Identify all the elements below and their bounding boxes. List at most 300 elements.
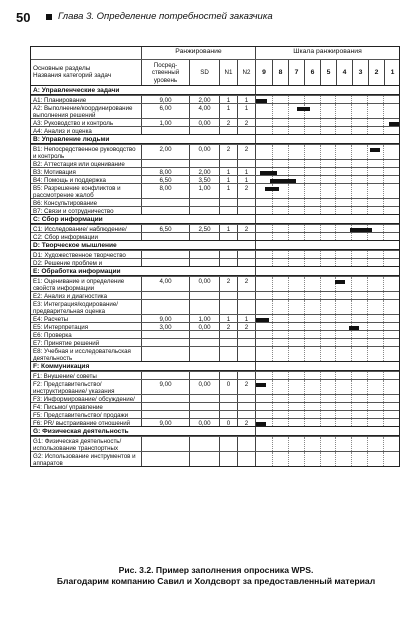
scale-gridline (335, 419, 336, 426)
sd-value (189, 207, 219, 214)
scale-gridline (367, 233, 368, 240)
scale-gridline (288, 315, 289, 322)
scale-grid (256, 127, 399, 134)
category-label: D1: Художественное творчество (33, 252, 126, 258)
category-label: C1: Исследование/ наблюдение/ (33, 226, 127, 232)
scale-gridline (304, 96, 305, 103)
category-label: B7: Связи и сотрудничество (33, 208, 114, 214)
sd-value: 2,00 (189, 96, 219, 103)
scale-gridline (367, 184, 368, 198)
scale-gridline (351, 403, 352, 410)
scale-gridline (304, 277, 305, 291)
scale-gridline (351, 259, 352, 266)
n1-value (219, 233, 237, 240)
scale-gridline (272, 104, 273, 118)
sd-value (189, 339, 219, 346)
scale-gridline (335, 437, 336, 451)
category-label: A4: Анализ и оценка (33, 128, 92, 134)
scale-gridline (304, 419, 305, 426)
n2-value (237, 437, 255, 451)
scale-gridline (367, 372, 368, 379)
scale-cell (255, 339, 399, 346)
sd-value: 0,00 (189, 277, 219, 291)
avg-value (141, 207, 189, 214)
scale-cell (255, 225, 399, 232)
scale-gridline (335, 380, 336, 394)
scale-gridline (383, 315, 384, 322)
scale-cell (255, 372, 399, 379)
scale-gridline (351, 347, 352, 361)
scale-gridline (272, 259, 273, 266)
scale-gridline (335, 347, 336, 361)
table-body (31, 85, 399, 466)
scale-grid (256, 315, 399, 322)
scale-gridline (335, 395, 336, 402)
category-row (31, 250, 399, 258)
scale-gridline (383, 403, 384, 410)
scale-gridline (320, 411, 321, 418)
scale-gridline (320, 380, 321, 394)
sd-value (189, 372, 219, 379)
avg-value: 9,00 (141, 380, 189, 394)
sd-value (189, 199, 219, 206)
scale-gridline (304, 207, 305, 214)
avg-value (141, 160, 189, 167)
scale-gridline (320, 104, 321, 118)
caption-line-1: Рис. 3.2. Пример заполнения опросника WPS. (118, 565, 314, 575)
rating-bar (265, 187, 279, 191)
sd-value: 0,00 (189, 145, 219, 159)
scale-gridline (320, 452, 321, 466)
scale-gridline (288, 380, 289, 394)
scale-gridline (272, 96, 273, 103)
scale-gridline (304, 160, 305, 167)
scale-grid (256, 119, 399, 126)
scale-gridline (320, 168, 321, 175)
scale-gridline (383, 259, 384, 266)
scale-gridline (304, 168, 305, 175)
scale-gridline (288, 419, 289, 426)
avg-value (141, 233, 189, 240)
scale-gridline (383, 292, 384, 299)
scale-gridline (367, 403, 368, 410)
n1-value: 0 (219, 380, 237, 394)
section-row (31, 134, 399, 144)
n2-value (237, 372, 255, 379)
scale-gridline (335, 331, 336, 338)
n2-value (237, 300, 255, 314)
category-row (31, 330, 399, 338)
scale-gridline (288, 184, 289, 198)
col-categories-label: Названия категорий задач (33, 72, 112, 80)
n2-value (237, 395, 255, 402)
scale-grid (256, 347, 399, 361)
scale-gridline (320, 207, 321, 214)
scale-gridline (351, 331, 352, 338)
scale-gridline (383, 419, 384, 426)
scale-gridline (383, 127, 384, 134)
scale-gridline (351, 251, 352, 258)
scale-gridline (351, 104, 352, 118)
scale-tick-label: 7 (288, 60, 304, 85)
scale-gridline (320, 395, 321, 402)
scale-gridline (320, 119, 321, 126)
scale-cell (255, 411, 399, 418)
sd-value (189, 251, 219, 258)
category-row (31, 394, 399, 402)
scale-gridline (367, 419, 368, 426)
category-label: B3: Мотивация (33, 169, 76, 175)
n2-value (237, 403, 255, 410)
sd-value (189, 292, 219, 299)
scale-gridline (320, 437, 321, 451)
scale-gridline (367, 145, 368, 159)
category-label: F3: Информирование/ обсуждение/ (33, 396, 135, 402)
scale-cell (255, 215, 399, 223)
n2-value (237, 292, 255, 299)
scale-gridline (335, 104, 336, 118)
avg-value: 4,00 (141, 277, 189, 291)
page-header (16, 10, 406, 26)
scale-cell (255, 427, 399, 435)
scale-gridline (320, 315, 321, 322)
scale-gridline (383, 251, 384, 258)
avg-value: 2,00 (141, 145, 189, 159)
scale-gridline (304, 411, 305, 418)
scale-gridline (383, 119, 384, 126)
col-avg-label: Посред-ственный уровень (141, 60, 189, 85)
category-row (31, 159, 399, 167)
scale-gridline (272, 403, 273, 410)
bullet-square-icon (46, 14, 52, 20)
sd-value: 0,00 (189, 419, 219, 426)
avg-value (141, 411, 189, 418)
category-label: E5: Интерпретация (33, 324, 89, 330)
n2-value (237, 233, 255, 240)
n1-value (219, 403, 237, 410)
avg-value: 9,00 (141, 96, 189, 103)
scale-cell (255, 207, 399, 214)
scale-gridline (351, 277, 352, 291)
scale-gridline (320, 145, 321, 159)
avg-value (141, 331, 189, 338)
scale-gridline (367, 127, 368, 134)
col-n1-label: N1 (219, 60, 237, 85)
scale-cell (255, 145, 399, 159)
n1-value (219, 372, 237, 379)
category-row (31, 314, 399, 322)
avg-value (141, 437, 189, 451)
scale-gridline (367, 104, 368, 118)
avg-value (141, 339, 189, 346)
n1-value: 1 (219, 225, 237, 232)
scale-gridline (320, 372, 321, 379)
scale-cell (255, 127, 399, 134)
scale-gridline (272, 119, 273, 126)
scale-gridline (320, 225, 321, 232)
n2-value: 2 (237, 184, 255, 198)
category-label: A2: Выполнение/координирование выполнения решений (33, 105, 133, 118)
category-row (31, 451, 399, 466)
scale-gridline (351, 452, 352, 466)
sd-value (189, 437, 219, 451)
sd-value: 1,00 (189, 184, 219, 198)
scale-gridline (335, 403, 336, 410)
scale-grid (256, 403, 399, 410)
scale-gridline (351, 145, 352, 159)
sd-value: 2,50 (189, 225, 219, 232)
scale-gridline (367, 331, 368, 338)
scale-gridline (320, 96, 321, 103)
scale-grid (256, 233, 399, 240)
section-row (31, 214, 399, 224)
scale-grid (256, 96, 399, 103)
scale-gridline (367, 411, 368, 418)
n1-value: 1 (219, 315, 237, 322)
scale-gridline (351, 419, 352, 426)
scale-gridline (320, 199, 321, 206)
scale-gridline (304, 372, 305, 379)
category-row (31, 346, 399, 361)
section-row (31, 85, 399, 95)
n2-value: 1 (237, 176, 255, 183)
scale-cell (255, 419, 399, 426)
n1-value (219, 251, 237, 258)
scale-cell (255, 292, 399, 299)
scale-grid (256, 380, 399, 394)
scale-gridline (335, 323, 336, 330)
scale-gridline (288, 452, 289, 466)
scale-gridline (320, 323, 321, 330)
scale-gridline (383, 168, 384, 175)
scale-gridline (335, 145, 336, 159)
scale-gridline (335, 199, 336, 206)
scale-gridline (272, 199, 273, 206)
scale-gridline (367, 207, 368, 214)
scale-grid (256, 339, 399, 346)
category-label: B2: Аттестация или оценивание (33, 161, 125, 167)
scale-gridline (288, 411, 289, 418)
scale-gridline (272, 251, 273, 258)
scale-cell (255, 233, 399, 240)
scale-grid (256, 395, 399, 402)
scale-gridline (335, 452, 336, 466)
n1-value (219, 331, 237, 338)
avg-value (141, 292, 189, 299)
category-row (31, 126, 399, 134)
scale-gridline (367, 277, 368, 291)
col-n2-label: N2 (237, 60, 255, 85)
category-row (31, 291, 399, 299)
scale-tick-label: 3 (352, 60, 368, 85)
scale-gridline (383, 176, 384, 183)
scale-gridline (288, 259, 289, 266)
avg-value: 8,00 (141, 168, 189, 175)
scale-gridline (351, 184, 352, 198)
scale-grid (256, 259, 399, 266)
scale-gridline (383, 145, 384, 159)
scale-gridline (272, 395, 273, 402)
avg-value: 6,50 (141, 176, 189, 183)
category-row (31, 276, 399, 291)
scale-cell (255, 277, 399, 291)
section-title: A: Управленческие задачи (33, 87, 120, 94)
scale-grid (256, 452, 399, 466)
scale-gridline (320, 233, 321, 240)
scale-cell (255, 184, 399, 198)
n2-value (237, 127, 255, 134)
scale-gridline (304, 323, 305, 330)
scale-gridline (320, 300, 321, 314)
col-sections-label: Основные разделы (33, 65, 91, 72)
scale-gridline (367, 380, 368, 394)
scale-gridline (335, 372, 336, 379)
n2-value (237, 331, 255, 338)
avg-value (141, 300, 189, 314)
avg-value: 1,00 (141, 119, 189, 126)
scale-gridline (288, 292, 289, 299)
scale-gridline (304, 225, 305, 232)
n1-value: 2 (219, 323, 237, 330)
scale-gridline (320, 259, 321, 266)
scale-gridline (367, 259, 368, 266)
category-row (31, 103, 399, 118)
scale-gridline (272, 452, 273, 466)
n2-value (237, 452, 255, 466)
scale-gridline (383, 411, 384, 418)
n2-value (237, 251, 255, 258)
avg-value (141, 372, 189, 379)
n2-value (237, 259, 255, 266)
scale-gridline (288, 331, 289, 338)
category-row (31, 175, 399, 183)
scale-gridline (272, 339, 273, 346)
col-sd-label: SD (189, 60, 219, 85)
scale-gridline (383, 437, 384, 451)
scale-cell (255, 176, 399, 183)
scale-grid (256, 104, 399, 118)
scale-cell (255, 380, 399, 394)
scale-grid (256, 411, 399, 418)
scale-gridline (383, 160, 384, 167)
avg-value (141, 347, 189, 361)
ranking-group-label: Ранжирование (141, 47, 255, 59)
table-group-header (31, 47, 399, 59)
category-label: E3: Интеграция/кодирование/ предварительная оценка (33, 301, 119, 314)
n1-value (219, 300, 237, 314)
rating-bar (297, 107, 310, 111)
scale-gridline (335, 96, 336, 103)
scale-gridline (272, 207, 273, 214)
scale-cell (255, 199, 399, 206)
category-label: D2: Решение проблем и (33, 260, 103, 266)
scale-gridline (335, 233, 336, 240)
scale-gridline (351, 372, 352, 379)
scale-gridline (367, 292, 368, 299)
scale-gridline (351, 96, 352, 103)
n1-value (219, 207, 237, 214)
category-label: E6: Проверка (33, 332, 72, 338)
scale-gridline (351, 233, 352, 240)
scale-gridline (367, 315, 368, 322)
category-row (31, 436, 399, 451)
scale-gridline (304, 259, 305, 266)
scale-gridline (288, 233, 289, 240)
scale-tick-label: 8 (272, 60, 288, 85)
category-row (31, 224, 399, 232)
scale-grid (256, 331, 399, 338)
n1-value: 0 (219, 419, 237, 426)
scale-gridline (320, 184, 321, 198)
scale-gridline (272, 323, 273, 330)
scale-cell (255, 362, 399, 370)
scale-gridline (383, 452, 384, 466)
category-row (31, 402, 399, 410)
scale-gridline (335, 160, 336, 167)
sd-value (189, 233, 219, 240)
scale-cell (255, 267, 399, 275)
scale-gridline (383, 233, 384, 240)
n2-value: 2 (237, 323, 255, 330)
category-label: E8: Учебная и исследовательская деятельность (33, 348, 131, 361)
scale-gridline (304, 339, 305, 346)
n1-value: 1 (219, 96, 237, 103)
category-row (31, 338, 399, 346)
scale-gridline (288, 145, 289, 159)
category-label: G2: Использование инструментов и аппаратов (33, 453, 136, 466)
scale-gridline (383, 207, 384, 214)
scale-gridline (304, 395, 305, 402)
category-row (31, 299, 399, 314)
scale-grid (256, 277, 399, 291)
scale-gridline (383, 225, 384, 232)
n1-value (219, 292, 237, 299)
n1-value (219, 339, 237, 346)
scale-gridline (288, 300, 289, 314)
scale-gridline (288, 119, 289, 126)
scale-gridline (351, 380, 352, 394)
n1-value: 1 (219, 104, 237, 118)
n1-value (219, 127, 237, 134)
avg-value: 6,50 (141, 225, 189, 232)
scale-gridline (367, 339, 368, 346)
scale-gridline (288, 403, 289, 410)
scale-cell (255, 300, 399, 314)
scale-gridline (335, 184, 336, 198)
figure-caption (56, 565, 376, 587)
scale-gridline (288, 372, 289, 379)
sd-value (189, 127, 219, 134)
sd-value (189, 403, 219, 410)
scale-grid (256, 207, 399, 214)
scale-gridline (335, 127, 336, 134)
category-row (31, 95, 399, 103)
scale-gridline (367, 251, 368, 258)
n2-value (237, 207, 255, 214)
scale-cell (255, 331, 399, 338)
category-row (31, 410, 399, 418)
scale-gridline (351, 411, 352, 418)
scale-gridline (351, 176, 352, 183)
scale-gridline (272, 300, 273, 314)
scale-gridline (288, 160, 289, 167)
n1-value (219, 347, 237, 361)
scale-gridline (288, 104, 289, 118)
scale-gridline (288, 127, 289, 134)
scale-grid (256, 300, 399, 314)
sd-value: 2,00 (189, 168, 219, 175)
category-label: C2: Сбор информации (33, 234, 98, 240)
